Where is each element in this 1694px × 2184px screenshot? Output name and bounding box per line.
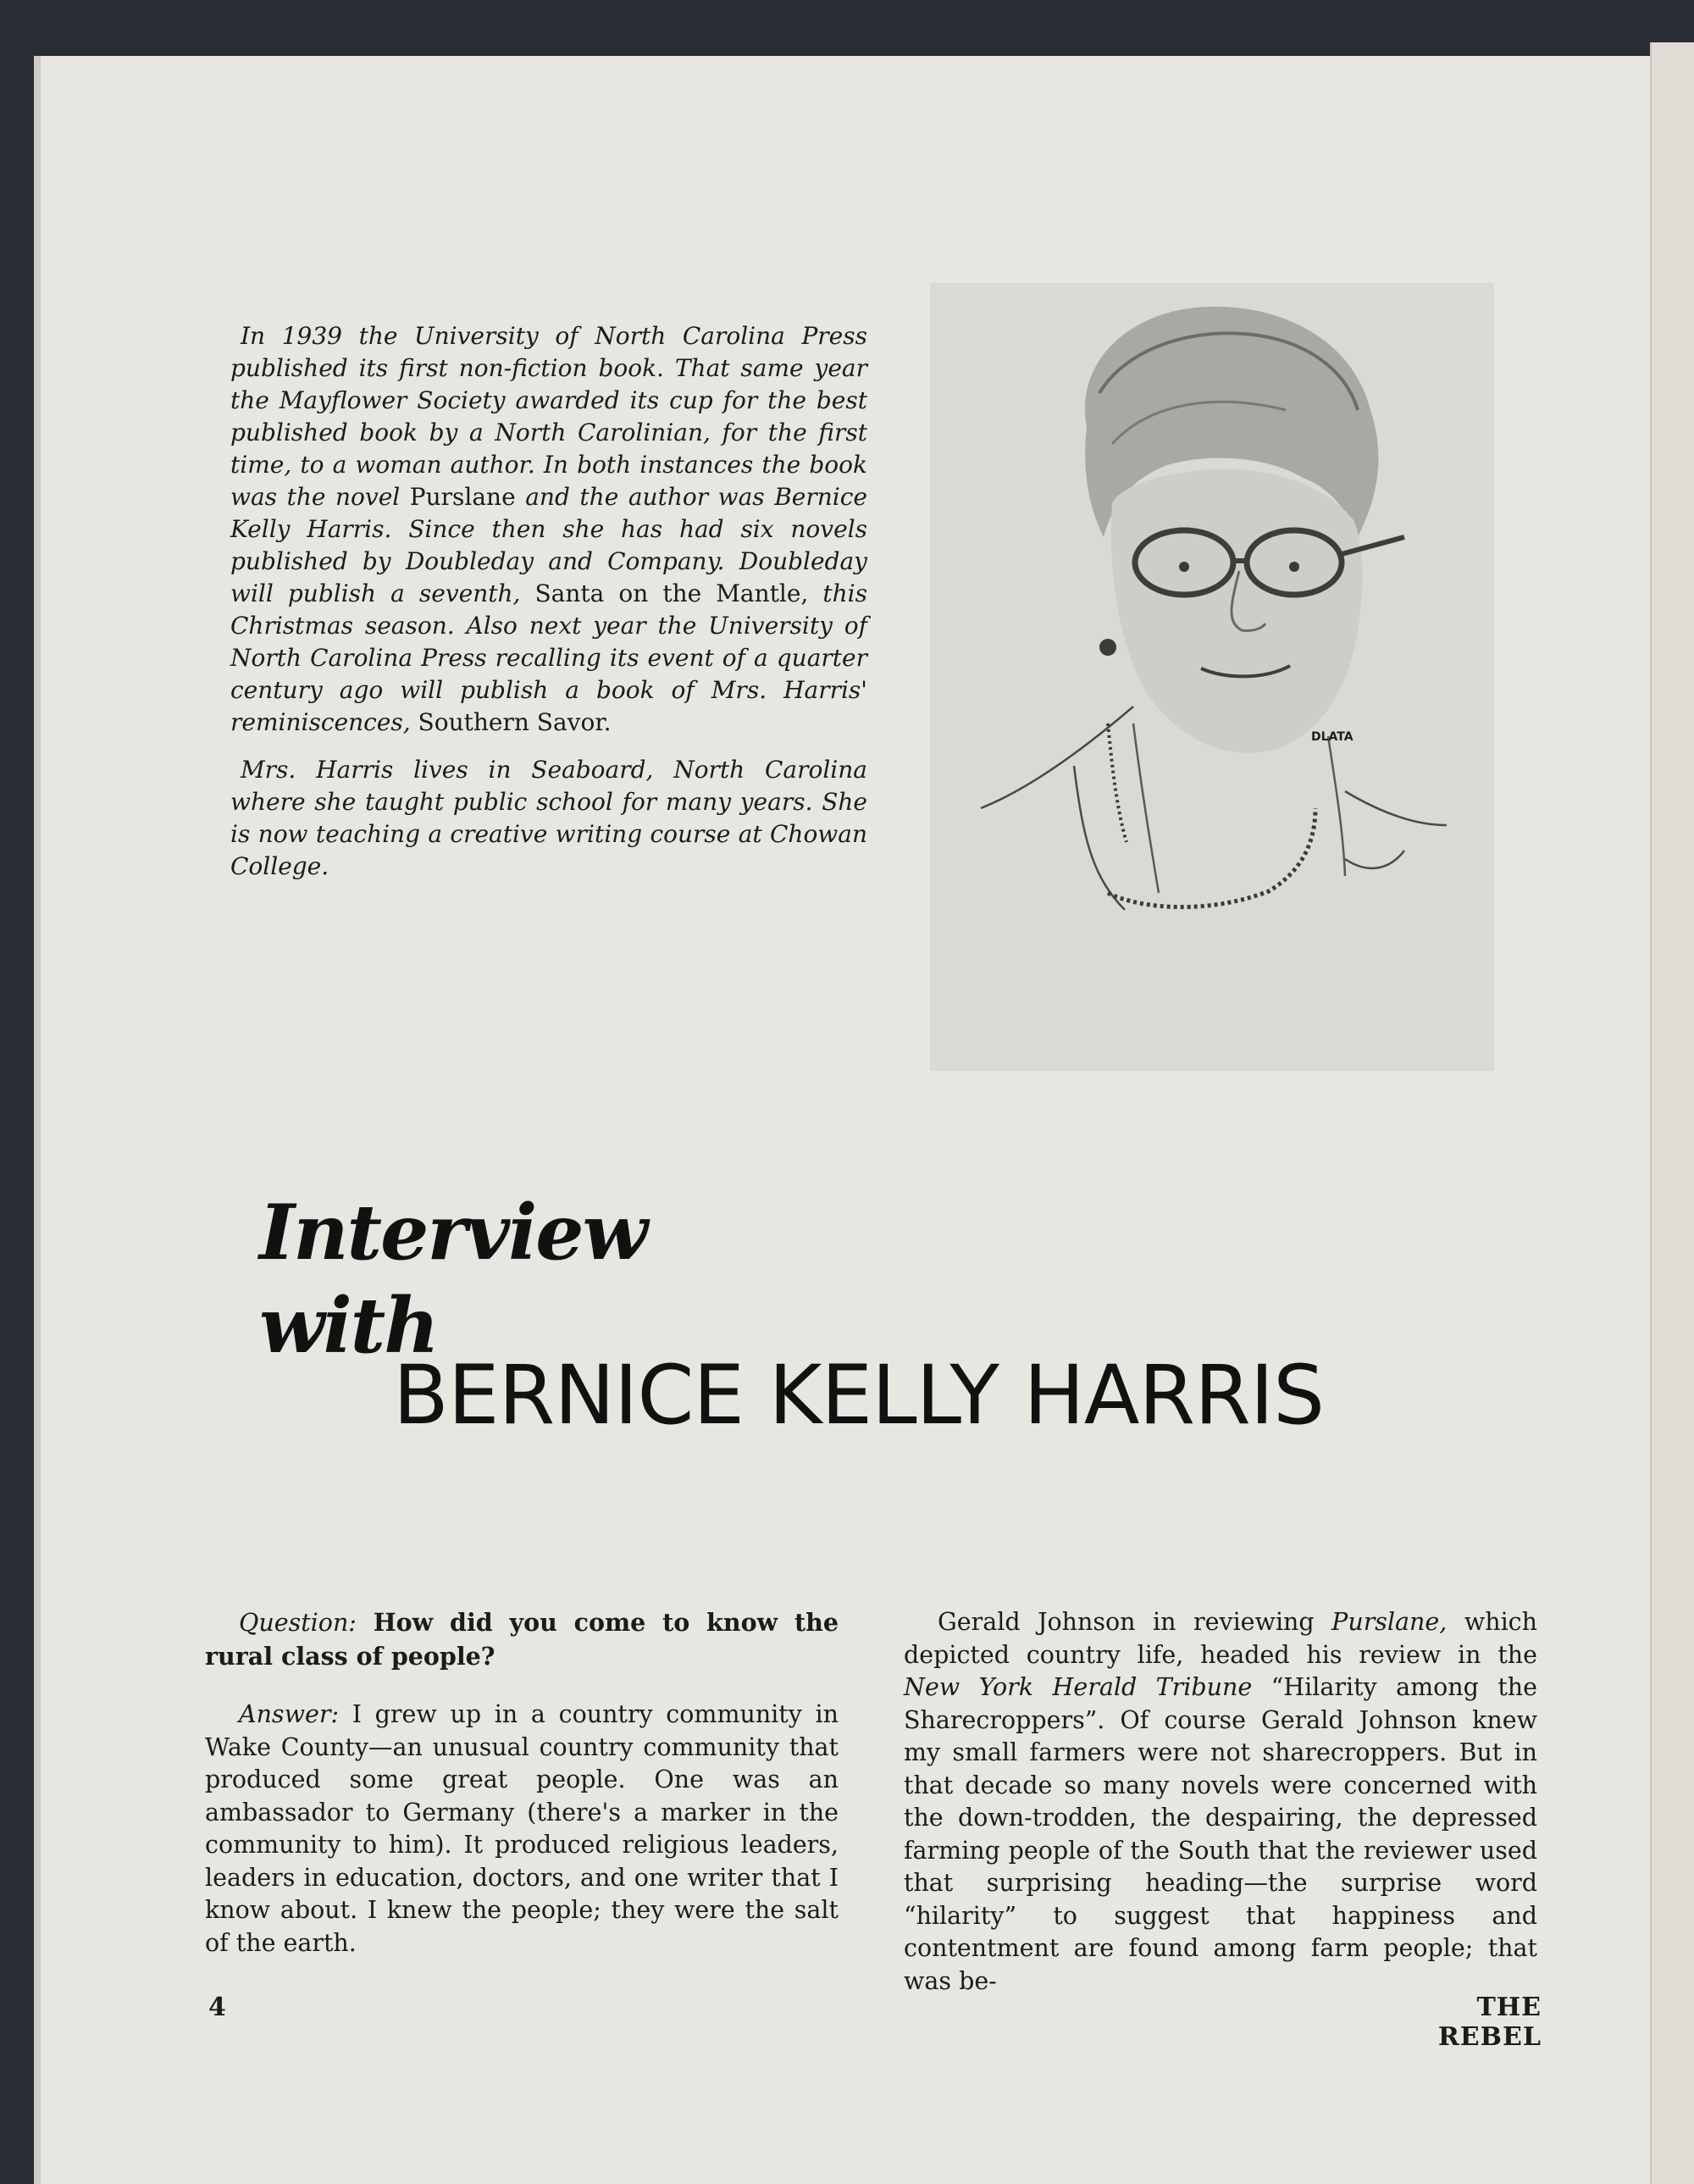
review-paragraph: Gerald Johnson in reviewing Purslane, which depicted country life, headed his review in the New York Herald Tribune “Hilarity among the Sharecroppers”. Of course Gerald Johnson knew my small farmers were not sharecroppers. But in that decade so many novels were concerned with the down-trodden, the despairing, the depressed farming people of the South that the reviewer used that surprising heading—the surprise word “hilarity” to suggest that happiness and contentment are found among farm people; that was be- xyxy=(904,1608,1537,1995)
book-title-southern-savor: Southern Savor. xyxy=(418,708,612,736)
publication-title: THE REBEL xyxy=(1437,1993,1542,2052)
question-text: How did you come to know the rural class of people? xyxy=(205,1608,839,1671)
author-portrait xyxy=(930,283,1494,1071)
next-page-edge xyxy=(1650,42,1694,2184)
page-left-edge xyxy=(34,56,41,2184)
newspaper-title: New York Herald Tribune xyxy=(904,1673,1253,1701)
answer-text: I grew up in a country community in Wake County—an unusual country community that produced some great people. One was an ambassador to Germany (there's a marker in the community to him). It produced religious leaders, leaders in education, doctors, and one writer that I know about. I knew the people; they were the salt of the earth. xyxy=(205,1700,839,1957)
book-title-purslane-review: Purslane, xyxy=(1331,1608,1448,1636)
heading-author-name: BERNICE KELLY HARRIS xyxy=(393,1348,1325,1443)
intro-paragraph-2: Mrs. Harris lives in Seaboard, North Carolina where she taught public school for many years. She is now teaching a creative writing course at Chowan College. xyxy=(230,756,867,880)
portrait-signature: DLATA xyxy=(1311,730,1354,744)
portrait-sketch xyxy=(930,283,1494,1071)
book-title-santa: Santa on the Mantle, xyxy=(534,579,809,607)
heading-interview-with: Interview with xyxy=(259,1188,647,1371)
intro-text xyxy=(230,320,867,898)
page-number: 4 xyxy=(208,1993,226,2022)
left-column xyxy=(205,1606,839,1985)
answer-label: Answer: xyxy=(239,1700,340,1728)
right-column xyxy=(904,1606,1537,2023)
question-paragraph xyxy=(205,1606,839,1673)
intro-paragraph-1: In 1939 the University of North Carolina Press published its first non-fiction book. That same year the Mayflower Society awarded its cup for the best published book by a North Carolinian, for the first time, to a woman author. In both instances the book was the novel Purslane and the author was Bernice Kelly Harris. Since then she has had six novels published by Doubleday and Company. Doubleday will publish a seventh, Santa on the Mantle, this Christmas season. Also next year the University of North Carolina Press recalling its event of a quarter century ago will publish a book of Mrs. Harris' reminiscences, Southern Savor. xyxy=(230,322,867,736)
answer-paragraph xyxy=(205,1699,839,1960)
book-title-purslane: Purslane xyxy=(409,483,516,511)
question-label: Question: xyxy=(239,1609,357,1637)
